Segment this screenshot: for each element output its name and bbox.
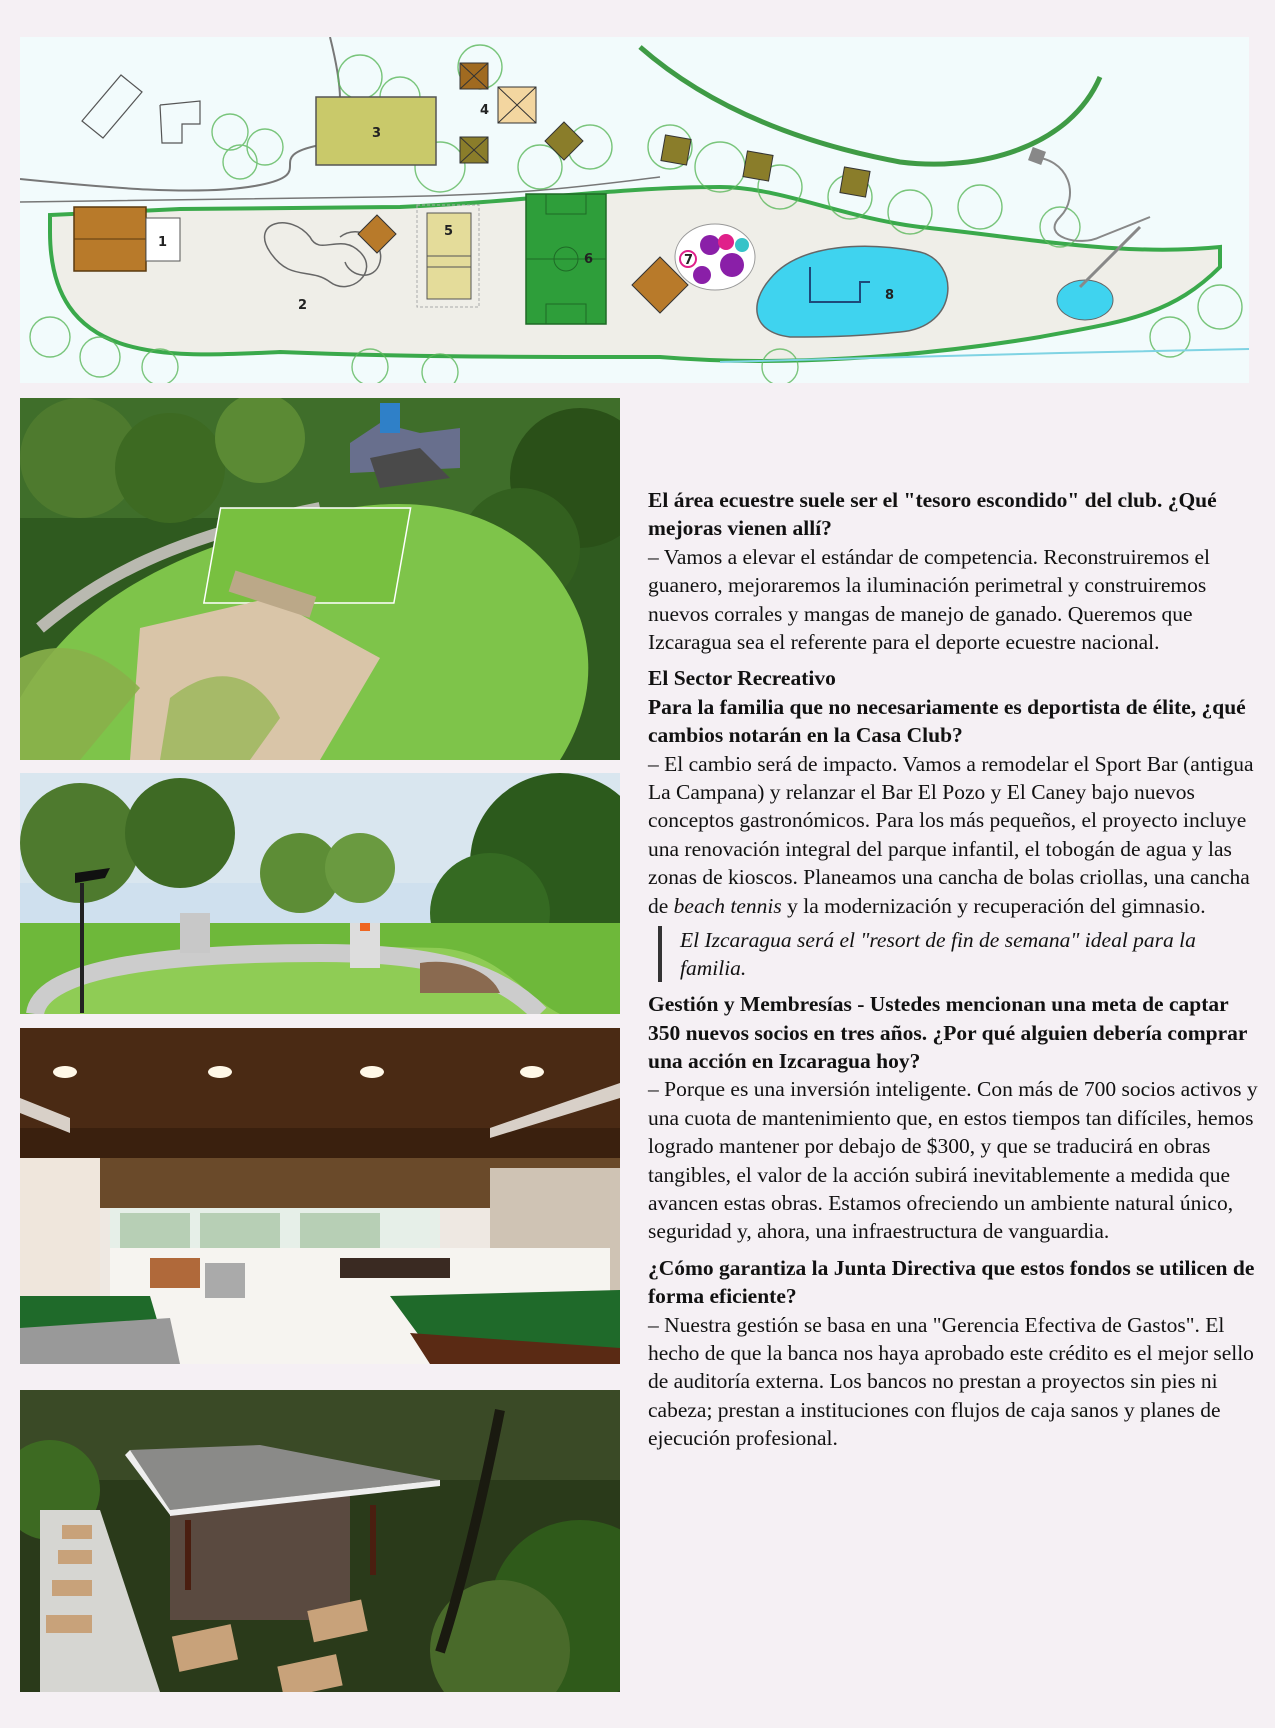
- svg-text:3: 3: [372, 126, 382, 141]
- beach-tennis-term: beach tennis: [673, 893, 782, 918]
- photo-kiosk-terrace-render: [20, 1390, 620, 1692]
- section-title-recreativo: El Sector Recreativo: [648, 666, 836, 691]
- answer-casa-club: – El cambio será de impacto. Vamos a remodelar el Sport Bar (antigua La Campana) y relanzar el Bar El Pozo y El Caney bajo nuevos conceptos gastronómicos. Para los más pequeños, el proyecto incluye una renovación integral del parque infantil, el tobogán de agua y las zonas de kioscos. Planeamos una cancha de bolas criollas, una cancha de beach tennis y la modernización y recuperación del gimnasio.: [648, 751, 1254, 918]
- pull-quote: El Izcaragua será el "resort de fin de semana" ideal para la familia.: [658, 926, 1258, 982]
- svg-text:4: 4: [480, 103, 490, 118]
- photo-sports-courts-render: [20, 398, 620, 760]
- svg-text:7: 7: [684, 253, 694, 268]
- question-junta-directiva: ¿Cómo garantiza la Junta Directiva que estos fondos se utilicen de forma eficiente?: [648, 1255, 1255, 1309]
- svg-text:2: 2: [298, 298, 308, 313]
- site-plan-map: [20, 37, 1249, 383]
- site-plan-drawing: [20, 37, 1249, 383]
- interview-article: [648, 486, 1258, 1453]
- answer-equestrian: – Vamos a elevar el estándar de competencia. Reconstruiremos el guanero, mejoraremos la iluminación perimetral y construiremos nuevos corrales y mangas de manejo de ganado. Queremos que Izcaragua sea el referente para el deporte ecuestre nacional.: [648, 544, 1210, 655]
- answer-junta-directiva: – Nuestra gestión se basa en una "Gerencia Efectiva de Gastos". El hecho de que la banca nos haya aprobado este crédito es el mejor sello de auditoría externa. Los bancos no prestan a proyectos sin pies ni cabeza; prestan a instituciones con flujos de caja sanos y planes de ejecución profesional.: [648, 1312, 1254, 1451]
- question-membresias: Gestión y Membresías - Ustedes mencionan una meta de captar 350 nuevos socios en tres años. ¿Por qué alguien debería comprar una acción en Izcaragua hoy?: [648, 992, 1248, 1073]
- photo-sport-bar-interior-render: [20, 1028, 620, 1364]
- photo-playground-render: [20, 773, 620, 1014]
- answer-membresias: – Porque es una inversión inteligente. Con más de 700 socios activos y una cuota de mantenimiento que, en estos tiempos tan difíciles, hemos logrado mantener por debajo de $300, y que se traducirá en obras tangibles, el valor de la acción subirá inevitablemente a medida que avancen estas obras. Estamos ofreciendo un ambiente natural único, seguridad y, ahora, una infraestructura de vanguardia.: [648, 1077, 1258, 1244]
- svg-text:6: 6: [584, 252, 594, 267]
- svg-text:8: 8: [885, 288, 895, 303]
- svg-text:5: 5: [444, 224, 454, 239]
- question-casa-club: Para la familia que no necesariamente es deportista de élite, ¿qué cambios notarán en la Casa Club?: [648, 694, 1246, 748]
- svg-text:1: 1: [158, 235, 168, 250]
- question-equestrian: El área ecuestre suele ser el "tesoro escondido" del club. ¿Qué mejoras vienen allí?: [648, 488, 1217, 541]
